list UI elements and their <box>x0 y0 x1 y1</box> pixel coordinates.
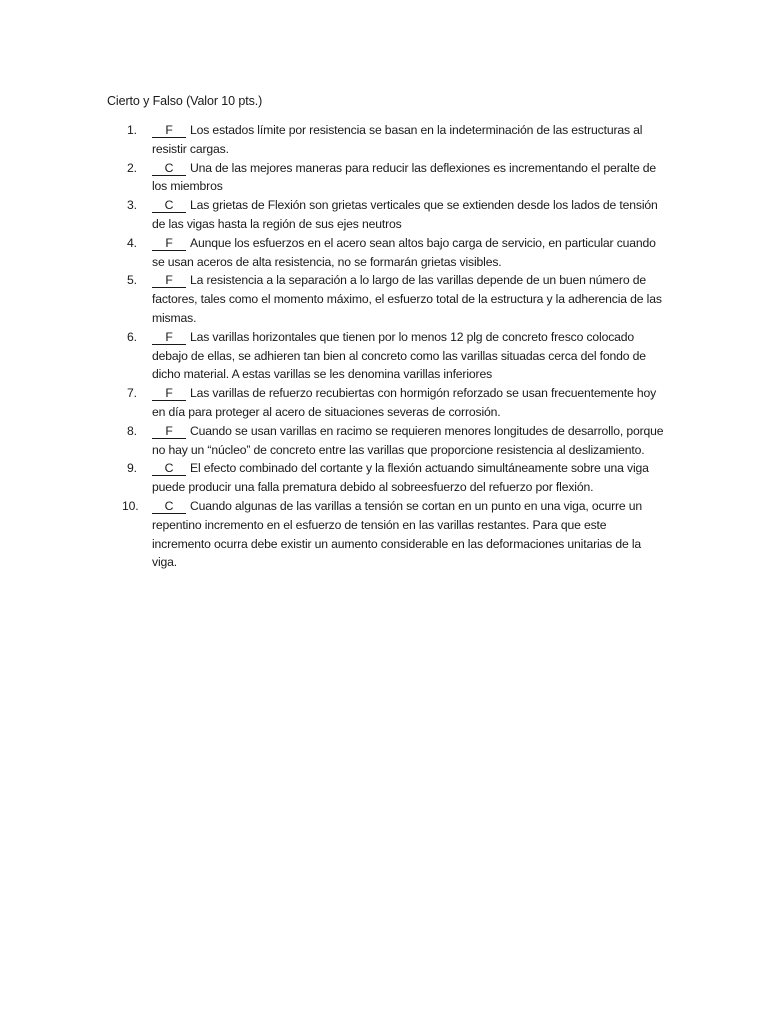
question-item <box>107 328 667 384</box>
question-number: 2. <box>127 160 137 175</box>
question-number: 9. <box>127 461 137 476</box>
question-item <box>107 196 667 234</box>
answer-blank: C <box>152 161 186 176</box>
question-text: El efecto combinado del cortante y la flexión actuando simultáneamente sobre una viga puede producir una falla prematura debido al sobreesfuerzo del refuerzo por flexión. <box>152 461 649 495</box>
question-number: 5. <box>127 273 137 288</box>
answer-blank: F <box>152 273 186 288</box>
question-item <box>107 159 667 197</box>
question-item <box>107 497 667 572</box>
question-text: Cuando algunas de las varillas a tensión se cortan en un punto en una viga, ocurre un repentino incremento en el esfuerzo de tensión en las varillas restantes. Para que este incremento ocurra debe existir un aumento considerable en las deformaciones unitarias de la viga. <box>152 498 643 570</box>
question-text: Los estados límite por resistencia se basan en la indeterminación de las estructuras al resistir cargas. <box>152 123 643 156</box>
question-number: 10. <box>122 498 139 513</box>
answer-blank: C <box>152 499 186 514</box>
question-text: Cuando se usan varillas en racimo se requieren menores longitudes de desarrollo, porque no hay un “núcleo” de concreto entre las varillas que proporcione resistencia al deslizamiento. <box>152 423 664 457</box>
question-item <box>107 121 667 159</box>
question-list <box>107 121 667 572</box>
question-text: Las grietas de Flexión son grietas verticales que se extienden desde los lados de tensión de las vigas hasta la región de sus ejes neutros <box>152 198 658 231</box>
question-number: 8. <box>127 423 137 438</box>
question-text: Las varillas de refuerzo recubiertas con hormigón reforzado se usan frecuentemente hoy en día para proteger al acero de situaciones severas de corrosión. <box>152 386 657 419</box>
question-number: 6. <box>127 329 137 344</box>
answer-blank: F <box>152 236 186 251</box>
question-item <box>107 271 667 327</box>
question-item <box>107 234 667 272</box>
answer-blank: C <box>152 198 186 213</box>
question-text: Aunque los esfuerzos en el acero sean altos bajo carga de servicio, en particular cuando se usan aceros de alta resistencia, no se formarán grietas visibles. <box>152 235 656 269</box>
question-item <box>107 422 667 460</box>
question-item <box>107 459 667 497</box>
answer-blank: F <box>152 424 186 439</box>
question-number: 7. <box>127 386 137 401</box>
answer-blank: F <box>152 123 186 138</box>
question-text: Las varillas horizontales que tienen por lo menos 12 plg de concreto fresco colocado debajo de ellas, se adhieren tan bien al concreto como las varillas situadas cerca del fondo de dicho material. A estas varillas se les denomina varillas inferiores <box>152 329 646 382</box>
question-number: 1. <box>127 123 137 137</box>
question-number: 3. <box>127 198 137 213</box>
question-item <box>107 384 667 422</box>
question-text: Una de las mejores maneras para reducir las deflexiones es incrementando el peralte de los miembros <box>152 160 657 194</box>
section-heading: Cierto y Falso (Valor 10 pts.) <box>107 94 263 108</box>
answer-blank: C <box>152 461 186 476</box>
answer-blank: F <box>152 386 186 401</box>
question-number: 4. <box>127 235 137 250</box>
answer-blank: F <box>152 330 186 345</box>
question-text: La resistencia a la separación a lo largo de las varillas depende de un buen número de factores, tales como el momento máximo, el esfuerzo total de la estructura y la adherencia de las mismas. <box>152 273 662 325</box>
